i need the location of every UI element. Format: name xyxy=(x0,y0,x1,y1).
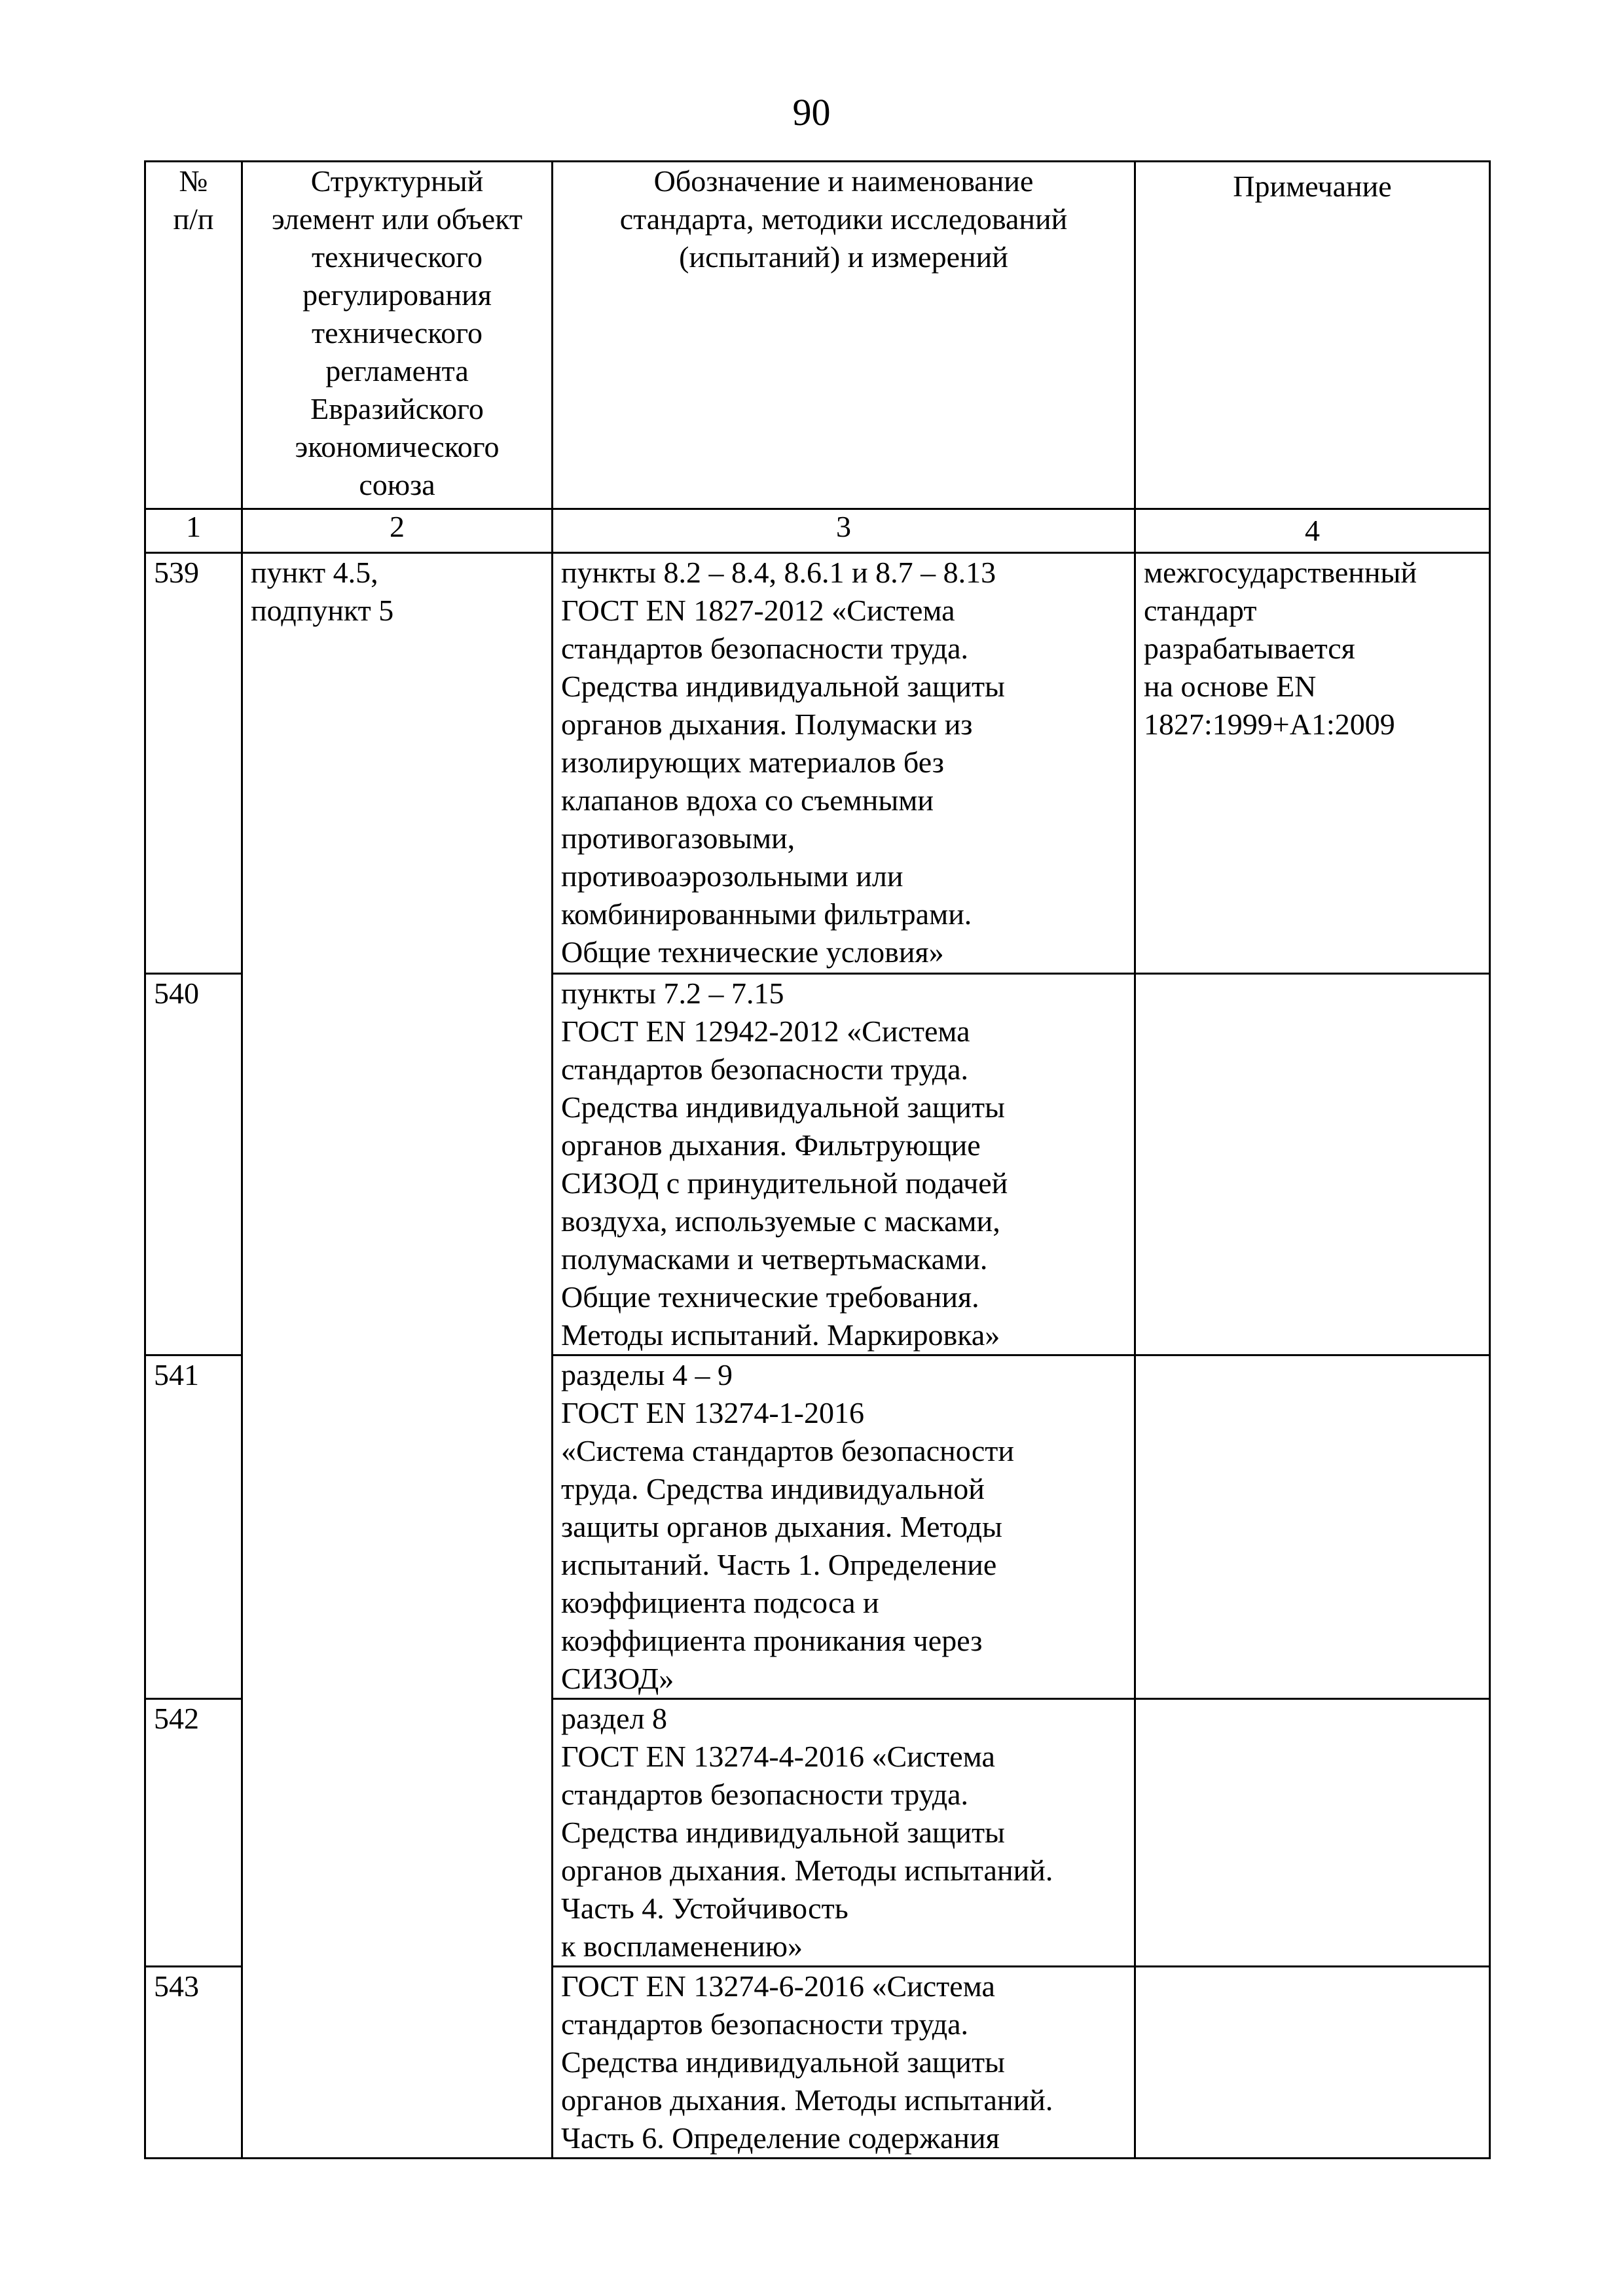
element-cell: пункт 4.5, подпункт 5 xyxy=(242,553,553,2159)
note-cell xyxy=(1135,1699,1490,1967)
standard-cell: разделы 4 – 9 ГОСТ EN 13274-1-2016 «Система стандартов безопасности труда. Средства индивидуальной защиты органов дыхания. Методы испытаний. Часть 1. Определение коэффициента подсоса и коэффициента проникания через СИЗОД» xyxy=(553,1355,1135,1699)
standard-cell: раздел 8 ГОСТ EN 13274-4-2016 «Система стандартов безопасности труда. Средства индивидуальной защиты органов дыхания. Методы испытаний. Часть 4. Устойчивость к воспламенению» xyxy=(553,1699,1135,1967)
header-row xyxy=(145,162,1490,509)
column-index-row xyxy=(145,509,1490,553)
row-number: 541 xyxy=(145,1355,242,1699)
row-number: 540 xyxy=(145,974,242,1355)
note-cell xyxy=(1135,974,1490,1355)
header-note: Примечание xyxy=(1135,162,1490,509)
table-row xyxy=(145,553,1490,974)
row-number: 542 xyxy=(145,1699,242,1967)
row-number: 539 xyxy=(145,553,242,974)
header-element: Структурный элемент или объект технического регулирования технического регламента Евразийского экономического союза xyxy=(242,162,553,509)
standard-cell: ГОСТ EN 13274-6-2016 «Система стандартов безопасности труда. Средства индивидуальной защиты органов дыхания. Методы испытаний. Часть 6. Определение содержания xyxy=(553,1967,1135,2159)
column-index: 2 xyxy=(242,509,553,553)
column-index: 1 xyxy=(145,509,242,553)
column-index: 4 xyxy=(1135,509,1490,553)
standard-cell: пункты 7.2 – 7.15 ГОСТ EN 12942-2012 «Система стандартов безопасности труда. Средства индивидуальной защиты органов дыхания. Фильтрующие СИЗОД с принудительной подачей воздуха, используемые с масками, полумасками и четвертьмасками. Общие технические требования. Методы испытаний. Маркировка» xyxy=(553,974,1135,1355)
page-number: 90 xyxy=(792,91,831,134)
standard-cell: пункты 8.2 – 8.4, 8.6.1 и 8.7 – 8.13 ГОСТ EN 1827-2012 «Система стандартов безопасности труда. Средства индивидуальной защиты органов дыхания. Полумаски из изолирующих материалов без клапанов вдоха со съемными противогазовыми, противоаэрозольными или комбинированными фильтрами. Общие технические условия» xyxy=(553,553,1135,974)
standards-table xyxy=(144,160,1491,2159)
header-num: № п/п xyxy=(145,162,242,509)
note-cell xyxy=(1135,1355,1490,1699)
note-cell xyxy=(1135,1967,1490,2159)
note-cell: межгосударственный стандарт разрабатывается на основе EN 1827:1999+A1:2009 xyxy=(1135,553,1490,974)
column-index: 3 xyxy=(553,509,1135,553)
header-standard: Обозначение и наименование стандарта, методики исследований (испытаний) и измерений xyxy=(553,162,1135,509)
row-number: 543 xyxy=(145,1967,242,2159)
